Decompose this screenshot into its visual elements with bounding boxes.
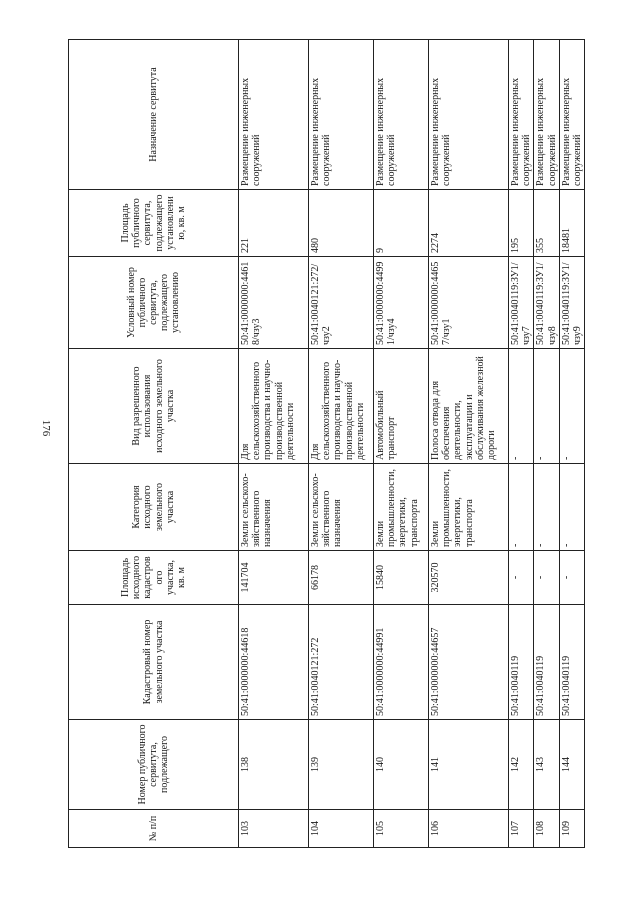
header-cell: Площадь исходного кадастрового участка, кв. м — [69, 551, 239, 605]
header-cell: Площадь публичного сервитута, подлежащего установлению, кв. м — [69, 190, 239, 257]
header-cell: Назначение сервитута — [69, 40, 239, 190]
table-cell: 195 — [509, 190, 534, 257]
page-number: 176 — [40, 419, 52, 437]
table-cell: - — [509, 551, 534, 605]
table-cell: - — [534, 464, 559, 551]
table-cell: Для сельскохозяйственного производства и научно-производственной деятельности — [309, 349, 374, 464]
table-cell: Автомобильный транспорт — [374, 349, 429, 464]
table-cell: Размещение инженерных сооружений — [559, 40, 584, 190]
table-row — [309, 40, 374, 848]
table-cell: Земли сельскохо-зяйственного назначения — [309, 464, 374, 551]
table-cell: - — [559, 349, 584, 464]
table-cell: 141704 — [239, 551, 309, 605]
table-cell: 103 — [239, 810, 309, 848]
table-cell: Полоса отвода для обеспечения деятельности, эксплуатации и обслуживания железной дороги — [429, 349, 509, 464]
table-row — [374, 40, 429, 848]
table-cell: - — [509, 349, 534, 464]
header-cell: Вид разрешенного использования исходного земельного участка — [69, 349, 239, 464]
table-cell: 50:41:0040119:ЗУ1/чзу9 — [559, 257, 584, 349]
table-row — [559, 40, 584, 848]
table-cell: 105 — [374, 810, 429, 848]
table-cell: Земли промышленности, энергетики, транспорта — [374, 464, 429, 551]
table-cell: 50:41:0040119:ЗУ1/чзу7 — [509, 257, 534, 349]
table-cell: 320570 — [429, 551, 509, 605]
table-row — [429, 40, 509, 848]
table-row — [509, 40, 534, 848]
table-cell: Размещение инженерных сооружений — [509, 40, 534, 190]
table-cell: - — [559, 464, 584, 551]
table-cell: Для сельскохозяйственного производства и научно-производственной деятельности — [239, 349, 309, 464]
table-cell: 143 — [534, 720, 559, 810]
header-row — [69, 40, 239, 848]
table-cell: 15840 — [374, 551, 429, 605]
table-cell: 480 — [309, 190, 374, 257]
table-cell: 50:41:0000000:44618/чзу3 — [239, 257, 309, 349]
table-cell: Земли промышленности, энергетики, транспорта — [429, 464, 509, 551]
table-cell: 108 — [534, 810, 559, 848]
table-cell: Размещение инженерных сооружений — [309, 40, 374, 190]
table-cell: 141 — [429, 720, 509, 810]
table-cell: 109 — [559, 810, 584, 848]
table-cell: 50:41:0000000:44991/чзу4 — [374, 257, 429, 349]
table-cell: 139 — [309, 720, 374, 810]
rotated-page — [68, 40, 583, 848]
table-cell: 138 — [239, 720, 309, 810]
table-cell: 66178 — [309, 551, 374, 605]
table-cell: 221 — [239, 190, 309, 257]
table-cell: 9 — [374, 190, 429, 257]
table-cell: - — [534, 349, 559, 464]
table-cell: 140 — [374, 720, 429, 810]
table-cell: 2274 — [429, 190, 509, 257]
table-frame — [68, 40, 583, 848]
table-cell: Размещение инженерных сооружений — [534, 40, 559, 190]
table-cell: 50:41:0040119 — [534, 605, 559, 720]
table-cell: Земли сельскохо-зяйственного назначения — [239, 464, 309, 551]
table-cell: 106 — [429, 810, 509, 848]
table-cell: 50:41:0040119 — [509, 605, 534, 720]
table-cell: 355 — [534, 190, 559, 257]
table-cell: Размещение инженерных сооружений — [239, 40, 309, 190]
table-cell: 50:41:0040121:272/чзу2 — [309, 257, 374, 349]
table-cell: Размещение инженерных сооружений — [374, 40, 429, 190]
header-cell: Кадастровый номер земельного участка — [69, 605, 239, 720]
table-cell: 50:41:0000000:44618 — [239, 605, 309, 720]
table-cell: 107 — [509, 810, 534, 848]
table-row — [534, 40, 559, 848]
table-cell: 142 — [509, 720, 534, 810]
table-row — [239, 40, 309, 848]
header-cell: № п/п — [69, 810, 239, 848]
table-cell: 50:41:0040119:ЗУ1/чзу8 — [534, 257, 559, 349]
header-cell: Номер публичного сервитута, подлежащего — [69, 720, 239, 810]
table-cell: - — [534, 551, 559, 605]
table-cell: - — [559, 551, 584, 605]
table-cell: 104 — [309, 810, 374, 848]
table-cell: 50:41:0000000:44991 — [374, 605, 429, 720]
table-cell: 18481 — [559, 190, 584, 257]
header-cell: Категория исходного земельного участка — [69, 464, 239, 551]
table-cell: - — [509, 464, 534, 551]
table-cell: 50:41:0000000:44657/чзу1 — [429, 257, 509, 349]
table-cell: 50:41:0040119 — [559, 605, 584, 720]
servitude-table — [68, 39, 585, 848]
table-cell: 144 — [559, 720, 584, 810]
table-body — [239, 40, 585, 848]
table-cell: 50:41:0040121:272 — [309, 605, 374, 720]
header-cell: Условный номер публичного сервитута, подлежащего установлению — [69, 257, 239, 349]
table-cell: Размещение инженерных сооружений — [429, 40, 509, 190]
table-cell: 50:41:0000000:44657 — [429, 605, 509, 720]
